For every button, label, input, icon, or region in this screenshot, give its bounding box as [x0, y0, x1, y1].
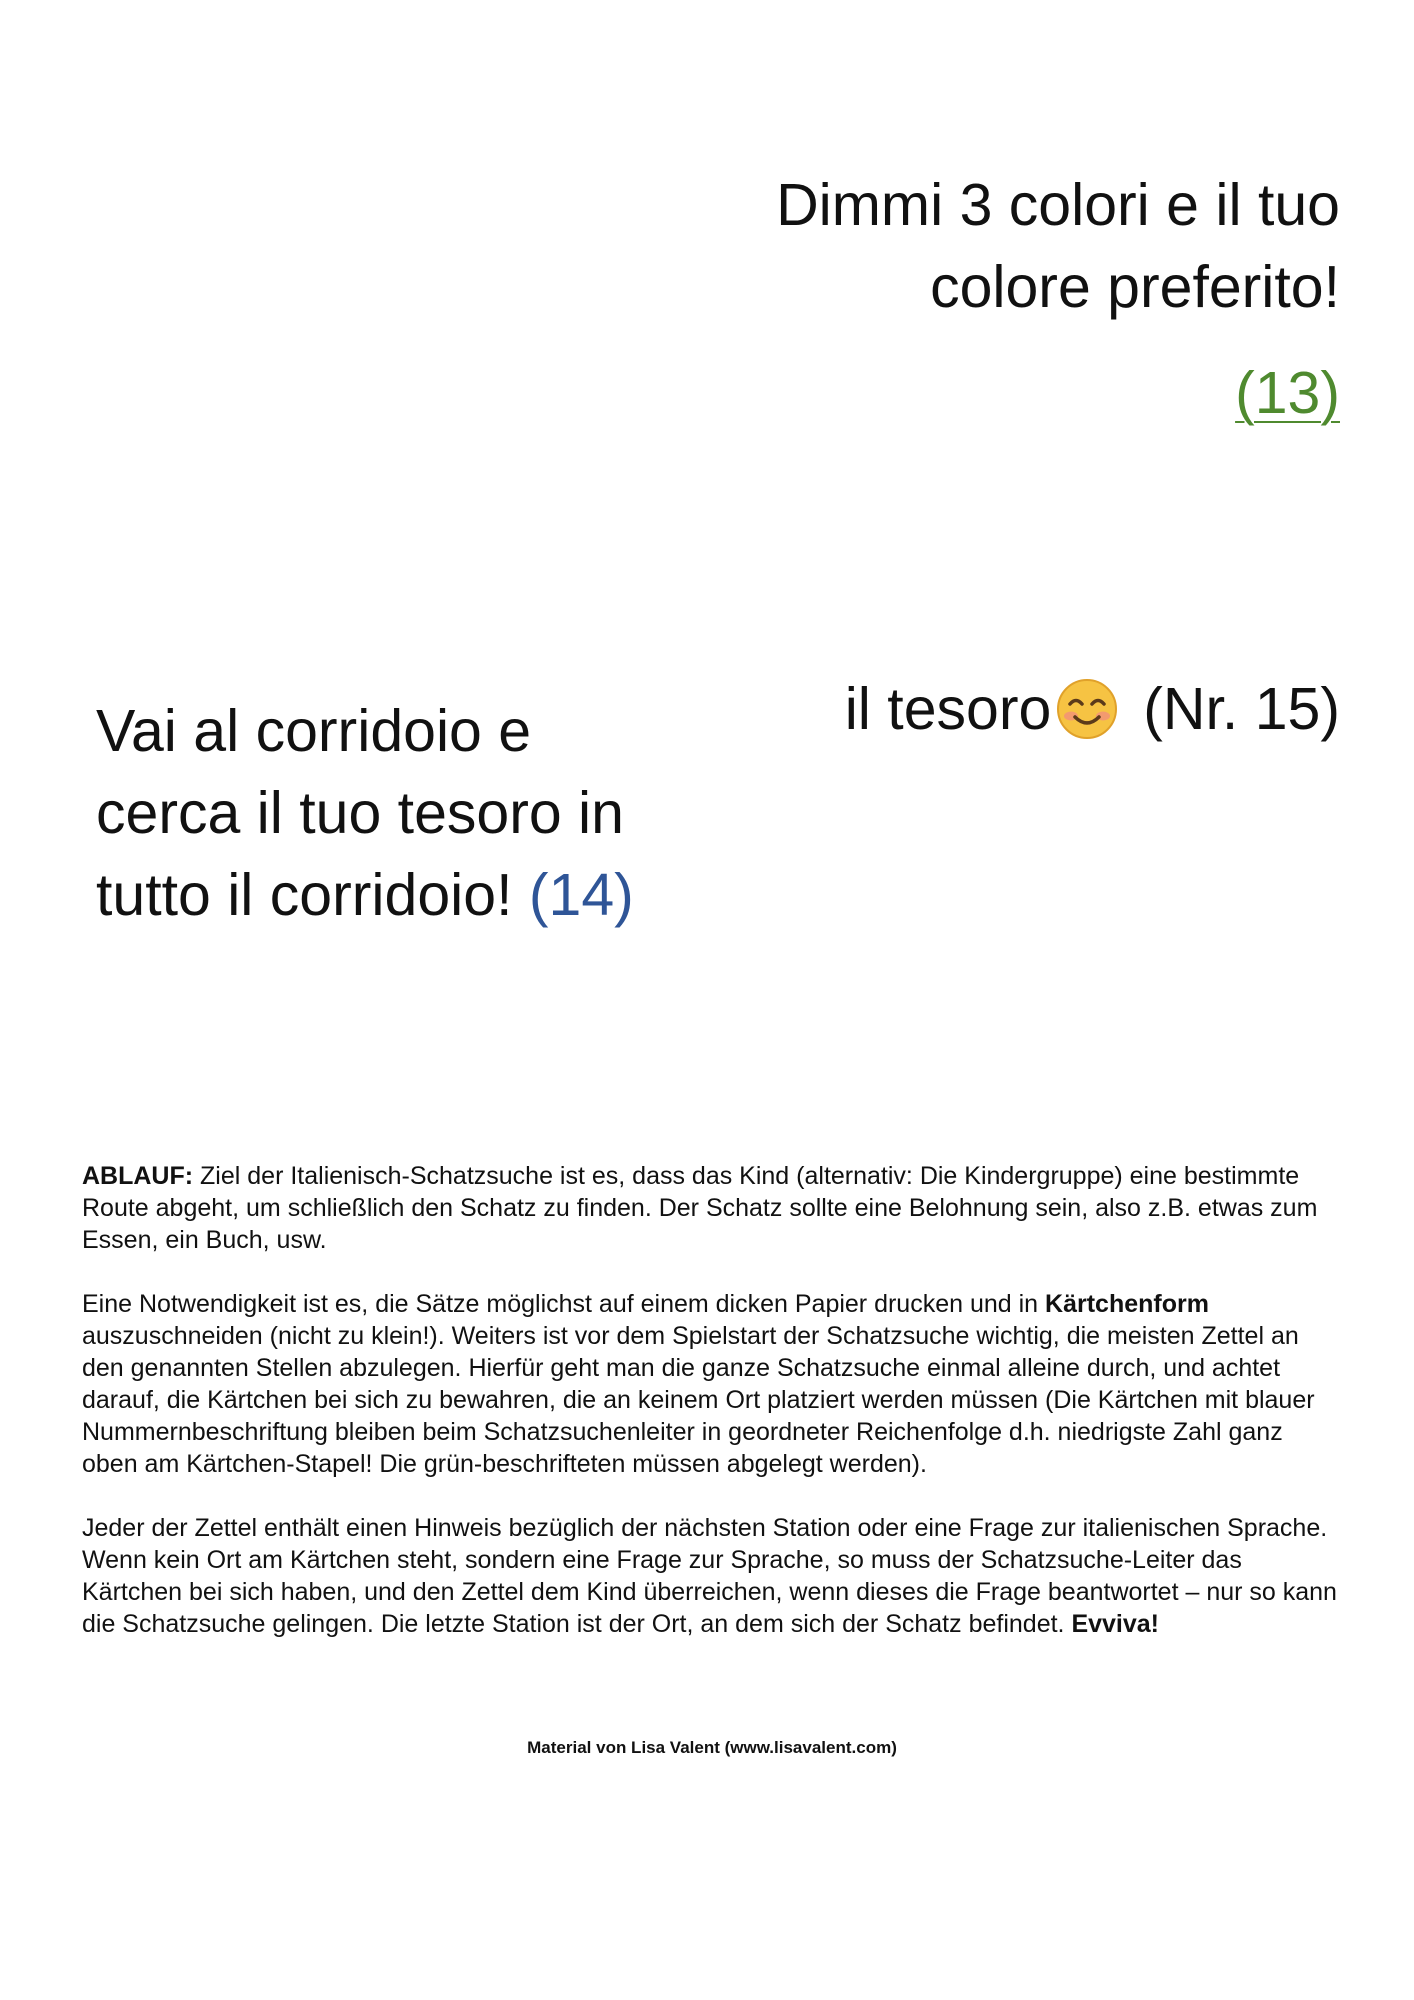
instructions-paragraph-3: [82, 1512, 1342, 1640]
card-15: [700, 668, 1340, 750]
p3-text: Jeder der Zettel enthält einen Hinweis bezüglich der nächsten Station oder eine Frage zur italienischen Sprache. Wenn kein Ort am Kärtchen steht, sondern eine Frage zur Sprache, so muss der Schatzsuche-Leiter das Kärtchen bei sich haben, und den Zettel dem Kind überreichen, wenn dieses die Frage beantwortet – nur so kann die Schatzsuche gelingen. Die letzte Station ist der Ort, an dem sich der Schatz befindet.: [82, 1514, 1337, 1638]
card-14: [96, 690, 696, 936]
ablauf-label: ABLAUF:: [82, 1162, 194, 1190]
card-13-number: (13): [1235, 360, 1340, 426]
smiling-face-icon: [1055, 677, 1119, 741]
card-14-line-1: Vai al corridoio e: [96, 698, 532, 764]
card-14-line-2: cerca il tuo tesoro in: [96, 780, 624, 846]
card-15-text: il tesoro: [844, 676, 1052, 742]
card-13-line-1: Dimmi 3 colori e il tuo: [776, 172, 1340, 238]
p2-before: Eine Notwendigkeit ist es, die Sätze möglichst auf einem dicken Papier drucken und in: [82, 1290, 1046, 1318]
ablauf-text: Ziel der Italienisch-Schatzsuche ist es, dass das Kind (alternativ: Die Kindergruppe) eine bestimmte Route abgeht, um schließlich den Schatz zu finden. Der Schatz sollte eine Belohnung sein, also z.B. etwas zum Essen, ein Buch, usw.: [82, 1162, 1318, 1254]
card-13: [700, 164, 1340, 434]
kaertchenform-bold: Kärtchenform: [1045, 1290, 1209, 1318]
instructions: [82, 1160, 1342, 1672]
card-14-number: (14): [528, 862, 634, 928]
card-13-line-2: colore preferito!: [930, 254, 1340, 320]
evviva-bold: Evviva!: [1071, 1610, 1159, 1638]
card-15-number: (Nr. 15): [1143, 676, 1340, 742]
card-14-line-3-text: tutto il corridoio!: [96, 862, 513, 928]
footer-credit: Material von Lisa Valent (www.lisavalent.com): [527, 1738, 897, 1757]
p2-after: auszuschneiden (nicht zu klein!). Weiters ist vor dem Spielstart der Schatzsuche wichtig, die meisten Zettel an den genannten Stellen abzulegen. Hierfür geht man die ganze Schatzsuche einmal alleine durch, und achtet darauf, die Kärtchen bei sich zu bewahren, die an keinem Ort platziert werden müssen (Die Kärtchen mit blauer Nummernbeschriftung bleiben beim Schatzsuchenleiter in geordneter Reichenfolge d.h. niedrigste Zahl ganz oben am Kärtchen-Stapel! Die grün-beschrifteten müssen abgelegt werden).: [82, 1322, 1315, 1478]
instructions-paragraph-1: [82, 1160, 1342, 1256]
card-14-line-3: [96, 854, 696, 936]
instructions-paragraph-2: [82, 1288, 1342, 1480]
